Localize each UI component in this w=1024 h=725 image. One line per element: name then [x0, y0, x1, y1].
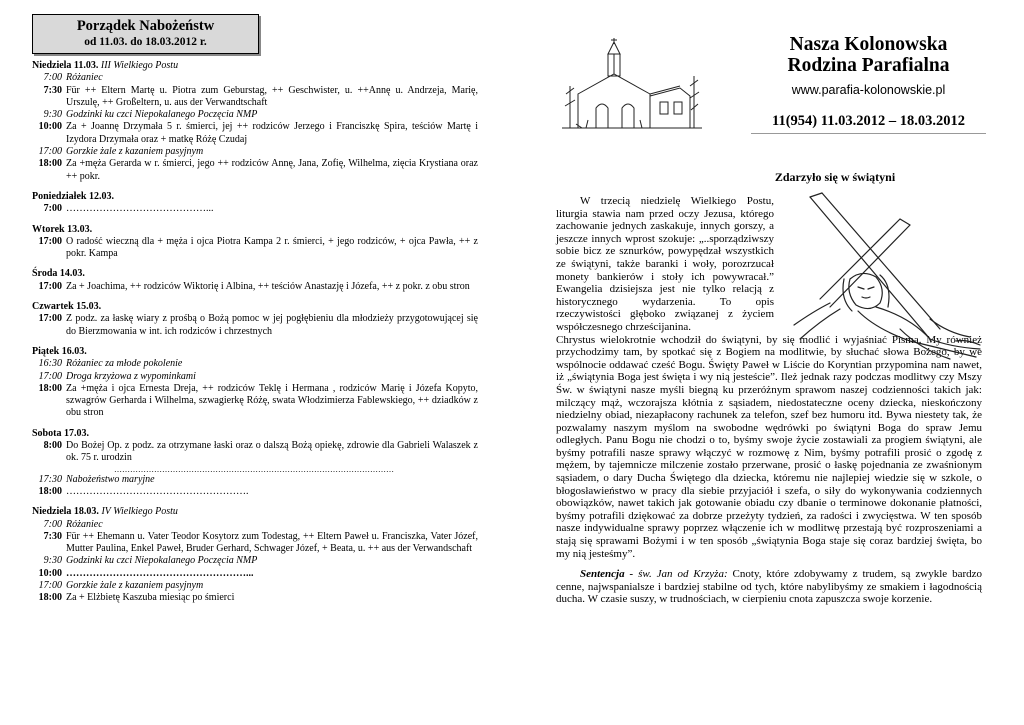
- entry-intention: Za + Joachima, ++ rodziców Wiktorię i Albina, ++ teściów Anastazję i Józefa, ++ z pokr. z obu stron: [66, 280, 470, 292]
- entry-intention: Für ++ Eltern Martę u. Piotra zum Geburstag, ++ Geschwister, u. ++Annę u. Andrzeja, Marię, Urszulę, ++ Großeltern, u. aus der Verwandtschaft: [66, 84, 478, 108]
- entry-intention: ……………………………………...: [66, 203, 214, 215]
- schedule-entry: [32, 474, 478, 486]
- entry-time: 18:00: [38, 485, 62, 497]
- entry-time: 18:00: [38, 158, 62, 170]
- entry-intention: Różaniec za młode pokolenie: [66, 358, 183, 370]
- sentencja-label: Sentencja -: [580, 568, 634, 581]
- entry-time: 16:30: [38, 358, 62, 370]
- entry-time: 17:00: [38, 146, 62, 158]
- entry-intention: Za +męża Gerarda w r. śmierci, jego ++ rodziców Annę, Jana, Zofię, Wilhelma, zięcia Krystiana oraz ++ pokr.: [66, 158, 478, 182]
- schedule-day: [32, 301, 478, 338]
- entry-intention: ……………………………………………….: [66, 485, 249, 497]
- day-heading: [32, 60, 478, 72]
- entry-intention: Z podz. za łaskę wiary z prośbą o Bożą pomoc w jej pogłębieniu dla młodzieży przygotowującej się do Bierzmowania w int. ich rodziców i chrzestnych: [66, 313, 478, 337]
- article-paragraph-1: W trzecią niedzielę Wielkiego Postu, liturgia stawia nam przed oczy Jezusa, którego zachowanie jednych zaskakuje, innych gorszy, a jeszcze innych wprost szokuje: „..sporządziwszy sobie bicz ze sznurków, powypędzał wszystkich ze świątyni, także baranki i woły, porozrzucał monety bankierów i stoły ich powywracał.” Ewangelia dzisiejsza jest nie tylko relacją z historycznego wydarzenia. To opis rzeczywistości głęboko związanej z życiem współczesnego chrześcijanina.: [556, 195, 774, 333]
- article-body: [556, 195, 982, 606]
- day-date: Wtorek 13.03.: [32, 223, 93, 235]
- schedule-day: [32, 506, 478, 604]
- day-note: IV Wielkiego Postu: [101, 506, 178, 518]
- schedule-entry: [32, 519, 478, 531]
- entry-time: 7:30: [43, 84, 62, 96]
- entry-time: 7:00: [43, 518, 62, 530]
- entry-time: 18:00: [38, 592, 62, 604]
- sentencja-text: Cnoty, które zdobywamy z trudem, są zwykle bardzo cenne, najwspanialsze i bardziej stabilne od tych, które nabylibyśmy ze smakiem i łagodnością ducha. W czasie suszy, w trudnościach, w cierpieniu cnota zapuszcza swoje korzenie.: [556, 568, 982, 606]
- day-heading: [32, 268, 478, 280]
- article-title: Zdarzyło się w świątyni: [774, 170, 896, 184]
- schedule-entry: [32, 486, 478, 498]
- entry-intention: Godzinki ku czci Niepokalanego Poczęcia NMP: [66, 555, 258, 567]
- schedule-day: [32, 346, 478, 420]
- entry-time: 17:00: [38, 235, 62, 247]
- entry-intention: Za + Elżbietę Kaszuba miesiąc po śmierci: [66, 592, 235, 604]
- entry-time: 7:00: [43, 72, 62, 84]
- schedule-entry: [32, 158, 478, 183]
- entry-time: 17:30: [38, 473, 62, 485]
- schedule-title: Porządek Nabożeństw: [76, 18, 215, 34]
- entry-intention: Za + Joannę Drzymała 5 r. śmierci, jej ++ rodziców Jerzego i Franciszkę Spira, teściów Martę i Izydora Drzymała oraz + matkę Różę Czudaj: [66, 121, 478, 145]
- day-heading: [32, 506, 478, 518]
- entry-intention: Różaniec: [66, 518, 103, 530]
- entry-intention: Gorzkie żale z kazaniem pasyjnym: [66, 579, 204, 591]
- day-heading: [32, 346, 478, 358]
- entry-intention: Für ++ Ehemann u. Vater Teodor Kosytorz zum Todestag, ++ Eltern Paweł u. Franciszka, Vater Józef, Mutter Paulina, Enkel Paweł, Bruder Gerhard, Schwager Józef, + Beata, u. ++ aus der Verwandschaft: [66, 530, 478, 555]
- masthead-name-1: Nasza Kolonowska: [789, 34, 948, 55]
- day-heading: [32, 191, 478, 203]
- schedule-day: [32, 268, 478, 293]
- schedule-entry: [32, 72, 478, 84]
- entry-time: 9:30: [43, 109, 62, 121]
- issue-number: 11(954) 11.03.2012 – 18.03.2012: [772, 113, 965, 129]
- masthead: [741, 34, 996, 134]
- jesus-carrying-cross-icon: [780, 189, 990, 369]
- schedule-entry: [32, 383, 478, 420]
- schedule-dates: od 11.03. do 18.03.2012 r.: [84, 36, 207, 48]
- schedule-days: [32, 60, 478, 605]
- day-date: Poniedziałek 12.03.: [32, 190, 114, 202]
- schedule-entry: [32, 440, 478, 465]
- sentencja-author: św. Jan od Krzyża:: [638, 568, 728, 581]
- entry-time: 17:00: [38, 579, 62, 591]
- entry-intention: Różaniec: [66, 72, 103, 84]
- day-date: Sobota 17.03.: [32, 427, 89, 439]
- schedule-day: [32, 428, 478, 498]
- day-heading: [32, 224, 478, 236]
- schedule-entry: [32, 146, 478, 158]
- article-paragraph-2: Chrystus wielokrotnie wchodził do świątyni, by się modlić i wyjaśniać Pisma. My również przychodzimy tam, by spotkać się z Bogiem na modlitwie, by słuchać słowa Bożego, by we wspólnocie oddawać cześć Bogu. Święty Paweł w Liście do Koryntian przypomina nam nawet, iż „świątynia Boga jest święta i wy nią jesteście”. Ileż jednak razy podczas modlitwy czy Mszy Św. w świątyni nasze myśli biegną ku przeróżnym sprawom naszej codzienności takich jak: milczący mąż, wczorajsza kłótnia z sąsiadem, niedostateczne oceny dziecka, nieskończony niedzielny obiad, niezapłacony rachunek za telefon, szef bez humoru itd. Bywa niestety tak, że pozwalamy naszym myślom na swobodne wędrówki po świątyni Boga do spraw Jemu odległych. Panu Bogu nie chodzi o to, byśmy swoje życie zostawiali za progiem świątyni, ale byśmy potrafili nasze sprawy włączyć w rozmowę z Nim, byśmy potrafili prosić o zgodę z mężem, by tajemnicze milczenie zostało przerwane, prosić o łaskę pojednania ze zwaśnionym sąsiadem, o dary Ducha Świętego dla dziecka, któremu nie najlepiej wiedzie się w szkole, o błogosławieństwo w pracy dla siebie przyjaciół i szefa, o siły do wykonywania codziennych obowiązków, nawet takich jak gotowanie obiadu czy dbanie o terminowe dokonanie płatności, byśmy potrafili dziękować za dobrze przeżyty tydzień, za radości i zwycięstwa. W ten sposób nasze indywidualne sprawy poprzez włączenie ich w modlitwę przestają być rozproszeniami a stają się sprawami Bożymi i w ten sposób „świątynia Boga staje się coraz bardziej święta, bo my nią jesteśmy”.: [556, 333, 982, 560]
- entry-time: 10:00: [38, 567, 62, 579]
- day-date: Niedziela 11.03.: [32, 60, 99, 71]
- entry-intention: O radość wieczną dla + męża i ojca Piotra Kampa 2 r. śmierci, + jego rodziców, + ojca Pawła, ++ z pokr. Kampa: [66, 235, 478, 260]
- masthead-name-2: Rodzina Parafialna: [787, 55, 950, 76]
- entry-time: 17:00: [38, 370, 62, 382]
- entry-time: 8:00: [43, 440, 62, 452]
- church-drawing-icon: [556, 36, 708, 136]
- day-note: III Wielkiego Postu: [100, 60, 179, 71]
- schedule-day: [32, 60, 478, 183]
- day-date: Środa 14.03.: [32, 268, 85, 280]
- schedule-day: [32, 191, 478, 216]
- schedule-entry: [32, 203, 478, 215]
- entry-time: 9:30: [43, 555, 62, 567]
- schedule-entry: [32, 121, 478, 146]
- entry-intention: Droga krzyżowa z wypominkami: [66, 370, 196, 382]
- entry-intention: Nabożeństwo maryjne: [66, 473, 155, 485]
- masthead-divider: [751, 133, 986, 134]
- schedule-entry: [32, 555, 478, 567]
- schedule-entry: [32, 281, 478, 293]
- separator-dots: ……………………………………………………………………………………………: [114, 464, 394, 474]
- entry-intention: Za +męża i ojca Ernesta Dreja, ++ rodziców Teklę i Hermana , rodziców Marię i Józefa Kopyto, szwagrów Gerharda i Wilhelma, szwagierkę Różę, swata Włodzimierza Fablewskiego, ++ dziadków z obu stron: [66, 382, 478, 419]
- entry-time: 17:00: [38, 280, 62, 292]
- schedule-header: [32, 14, 259, 54]
- schedule-entry: [32, 531, 478, 556]
- entry-time: 10:00: [38, 121, 62, 133]
- parish-url[interactable]: www.parafia-kolonowskie.pl: [791, 83, 946, 97]
- entry-intention: Godzinki ku czci Niepokalanego Poczęcia NMP: [66, 109, 258, 121]
- entry-intention: Gorzkie żale z kazaniem pasyjnym: [66, 146, 204, 158]
- schedule-entry: [32, 371, 478, 383]
- entry-time: 18:00: [38, 382, 62, 394]
- day-heading: [32, 428, 478, 440]
- entry-time: 7:00: [43, 203, 62, 215]
- entry-time: 7:30: [43, 530, 62, 542]
- entry-intention: ………………………………………………...: [66, 567, 254, 579]
- schedule-entry: [32, 592, 478, 604]
- schedule-entry: [32, 358, 478, 370]
- day-date: Piątek 16.03.: [32, 345, 87, 357]
- schedule-entry: [32, 236, 478, 261]
- day-heading: [32, 301, 478, 313]
- sentencja: [556, 568, 982, 606]
- entry-time: 17:00: [38, 313, 62, 325]
- day-date: Niedziela 18.03.: [32, 506, 99, 518]
- schedule-entry: [32, 313, 478, 338]
- day-date: Czwartek 15.03.: [32, 301, 102, 313]
- schedule-entry: [32, 568, 478, 580]
- schedule-entry: [32, 85, 478, 110]
- mass-schedule: [32, 14, 478, 605]
- schedule-entry: [32, 580, 478, 592]
- entry-intention: Do Bożej Op. z podz. za otrzymane łaski oraz o dalszą Bożą opiekę, zdrowie dla Gabrieli Walaszek z ok. 75 r. urodzin: [66, 440, 478, 464]
- schedule-day: [32, 224, 478, 261]
- schedule-entry: [32, 109, 478, 121]
